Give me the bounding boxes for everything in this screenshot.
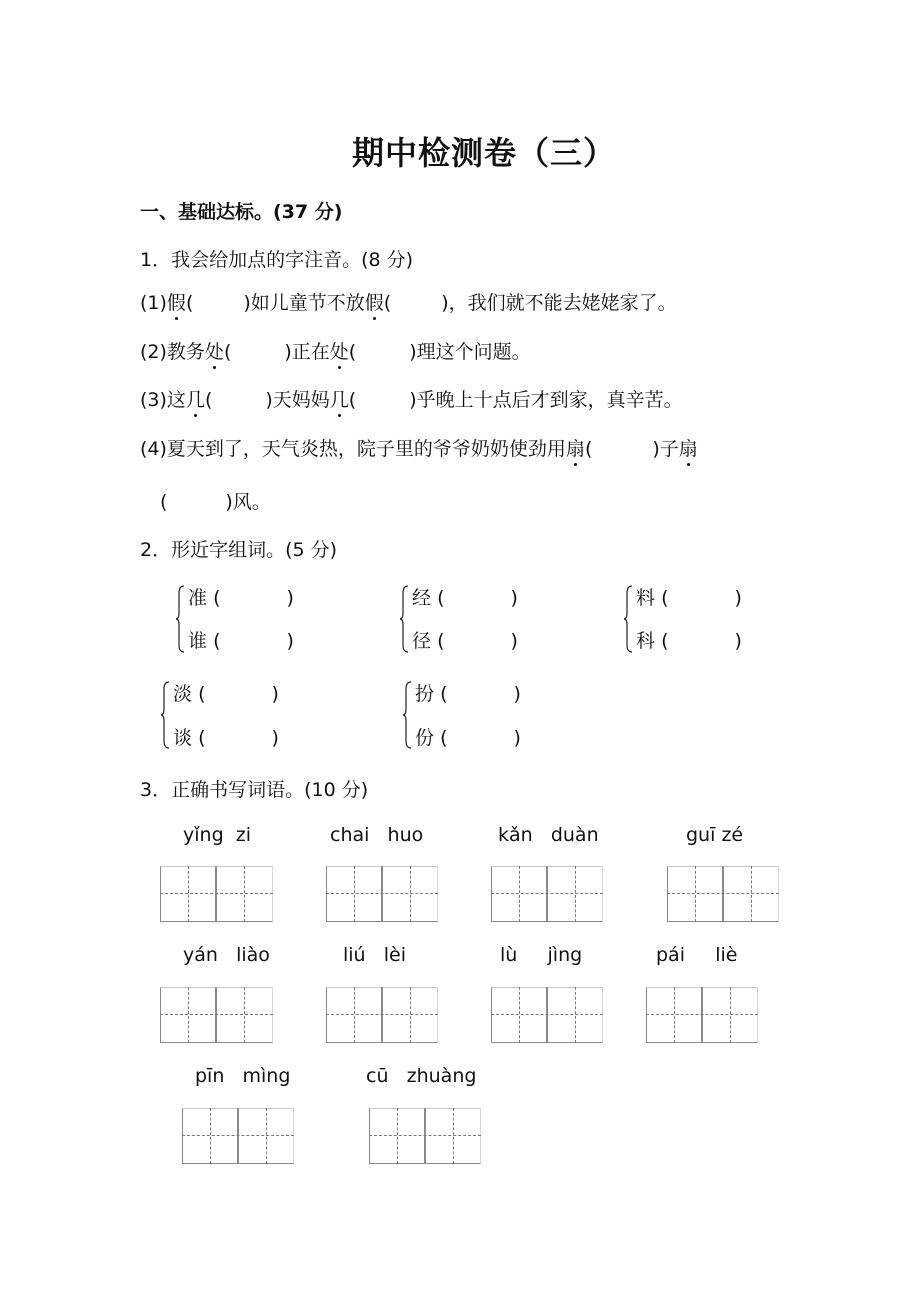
open-paren: ( (204, 389, 213, 411)
sentence-text: )天妈妈 (265, 389, 330, 411)
writing-grid[interactable] (667, 866, 779, 922)
open-paren: ( (440, 727, 448, 749)
item-number: (1) (140, 292, 167, 314)
similar-char-group (403, 679, 553, 751)
sentence-text: )理这个问题。 (409, 341, 531, 363)
writing-grid[interactable] (326, 987, 438, 1043)
sentence-text: (2)教务 (140, 341, 205, 363)
writing-grid[interactable] (369, 1108, 481, 1164)
syllable: guī (686, 824, 716, 846)
writing-grid[interactable] (182, 1108, 294, 1164)
page-title: 期中检测卷（三） (351, 134, 616, 172)
word-row (412, 583, 518, 610)
sentence-text: )，我们就不能去姥姥家了。 (441, 292, 677, 314)
syllable: zi (235, 824, 251, 846)
word-row (188, 583, 294, 610)
open-paren: ( (661, 630, 669, 652)
syllable: yǐng (183, 824, 224, 846)
similar-char-group (176, 583, 326, 655)
open-paren: ( (160, 491, 168, 513)
open-paren: ( (348, 341, 357, 363)
character: 谈 (173, 727, 193, 749)
brace-icon (624, 585, 632, 653)
pinyin-label (500, 944, 582, 966)
q1-item-2 (140, 337, 531, 364)
character: 经 (412, 587, 432, 609)
sentence-text: )子 (652, 438, 679, 460)
syllable: chai (330, 824, 370, 846)
close-paren: ) (286, 587, 294, 609)
close-paren: ) (510, 587, 518, 609)
open-paren: ( (440, 683, 448, 705)
open-paren: ( (213, 587, 221, 609)
character: 份 (415, 727, 435, 749)
open-paren: ( (198, 727, 206, 749)
sentence-text: (4)夏天到了，天气炎热，院子里的爷爷奶奶使劲用 (140, 438, 566, 460)
dotted-char: 几 (330, 385, 349, 412)
writing-grid[interactable] (326, 866, 438, 922)
syllable: yán (183, 944, 218, 966)
word-row (415, 679, 521, 706)
word-row (415, 723, 521, 750)
pinyin-label (686, 824, 743, 846)
pinyin-label (330, 824, 423, 846)
syllable: cū (366, 1065, 389, 1087)
syllable: zhuàng (406, 1065, 477, 1087)
q1-item-1 (140, 288, 677, 315)
dotted-char: 处 (330, 337, 349, 364)
syllable: jìng (547, 944, 583, 966)
dotted-char: 处 (205, 337, 224, 364)
brace-icon (400, 585, 408, 653)
open-paren: ( (348, 389, 357, 411)
q1-item-3 (140, 385, 683, 412)
dotted-char: 几 (186, 385, 205, 412)
syllable: mìng (242, 1065, 291, 1087)
word-row (636, 626, 742, 653)
q1-item-4-continued (160, 487, 271, 514)
open-paren: ( (213, 630, 221, 652)
syllable: duàn (550, 824, 599, 846)
close-paren: ) (734, 587, 742, 609)
dotted-char: 假 (167, 288, 186, 315)
section-heading-basics: 一、基础达标。(37 分) (140, 201, 343, 223)
syllable: liè (715, 944, 738, 966)
syllable: huo (387, 824, 424, 846)
pinyin-label (656, 944, 737, 966)
writing-grid[interactable] (646, 987, 758, 1043)
sentence-text: )如儿童节不放 (243, 292, 365, 314)
dotted-char: 扇 (679, 434, 698, 461)
syllable: lù (500, 944, 518, 966)
sentence-text: )正在 (284, 341, 330, 363)
writing-grid[interactable] (160, 866, 273, 922)
question-1-heading: 1．我会给加点的字注音。(8 分) (140, 249, 414, 271)
syllable: pīn (195, 1065, 225, 1087)
pinyin-label (498, 824, 599, 846)
dotted-char: 假 (365, 288, 384, 315)
pinyin-label (343, 944, 406, 966)
q1-item-4 (140, 434, 698, 461)
close-paren: ) (513, 683, 521, 705)
open-paren: ( (185, 292, 194, 314)
similar-char-group (400, 583, 550, 655)
brace-icon (403, 681, 411, 749)
dotted-char: 扇 (566, 434, 585, 461)
syllable: liào (236, 944, 270, 966)
syllable: lèi (383, 944, 406, 966)
writing-grid[interactable] (491, 987, 603, 1043)
pinyin-label (183, 944, 270, 966)
syllable: liú (343, 944, 366, 966)
open-paren: ( (198, 683, 206, 705)
character: 径 (412, 630, 432, 652)
pinyin-label (183, 824, 251, 846)
sentence-text: (3)这 (140, 389, 186, 411)
open-paren: ( (437, 630, 445, 652)
similar-char-group (161, 679, 311, 751)
open-paren: ( (661, 587, 669, 609)
open-paren: ( (584, 438, 593, 460)
open-paren: ( (223, 341, 232, 363)
pinyin-label (195, 1065, 290, 1087)
open-paren: ( (383, 292, 392, 314)
sentence-text: )风。 (225, 491, 271, 513)
character: 淡 (173, 683, 193, 705)
pinyin-label (366, 1065, 476, 1087)
sentence-text: )乎晚上十点后才到家，真辛苦。 (409, 389, 683, 411)
word-row (636, 583, 742, 610)
close-paren: ) (271, 727, 279, 749)
question-3-heading: 3．正确书写词语。(10 分) (140, 779, 369, 801)
close-paren: ) (271, 683, 279, 705)
writing-grid[interactable] (160, 987, 273, 1043)
question-2-heading: 2．形近字组词。(5 分) (140, 539, 338, 561)
similar-char-group (624, 583, 774, 655)
character: 科 (636, 630, 656, 652)
character: 扮 (415, 683, 435, 705)
brace-icon (176, 585, 184, 653)
syllable: zé (721, 824, 744, 846)
close-paren: ) (286, 630, 294, 652)
word-row (173, 679, 279, 706)
open-paren: ( (437, 587, 445, 609)
character: 料 (636, 587, 656, 609)
brace-icon (161, 681, 169, 749)
syllable: kǎn (498, 824, 533, 846)
character: 准 (188, 587, 208, 609)
word-row (412, 626, 518, 653)
close-paren: ) (510, 630, 518, 652)
character: 谁 (188, 630, 208, 652)
syllable: pái (656, 944, 685, 966)
close-paren: ) (734, 630, 742, 652)
close-paren: ) (513, 727, 521, 749)
word-row (173, 723, 279, 750)
word-row (188, 626, 294, 653)
writing-grid[interactable] (491, 866, 603, 922)
